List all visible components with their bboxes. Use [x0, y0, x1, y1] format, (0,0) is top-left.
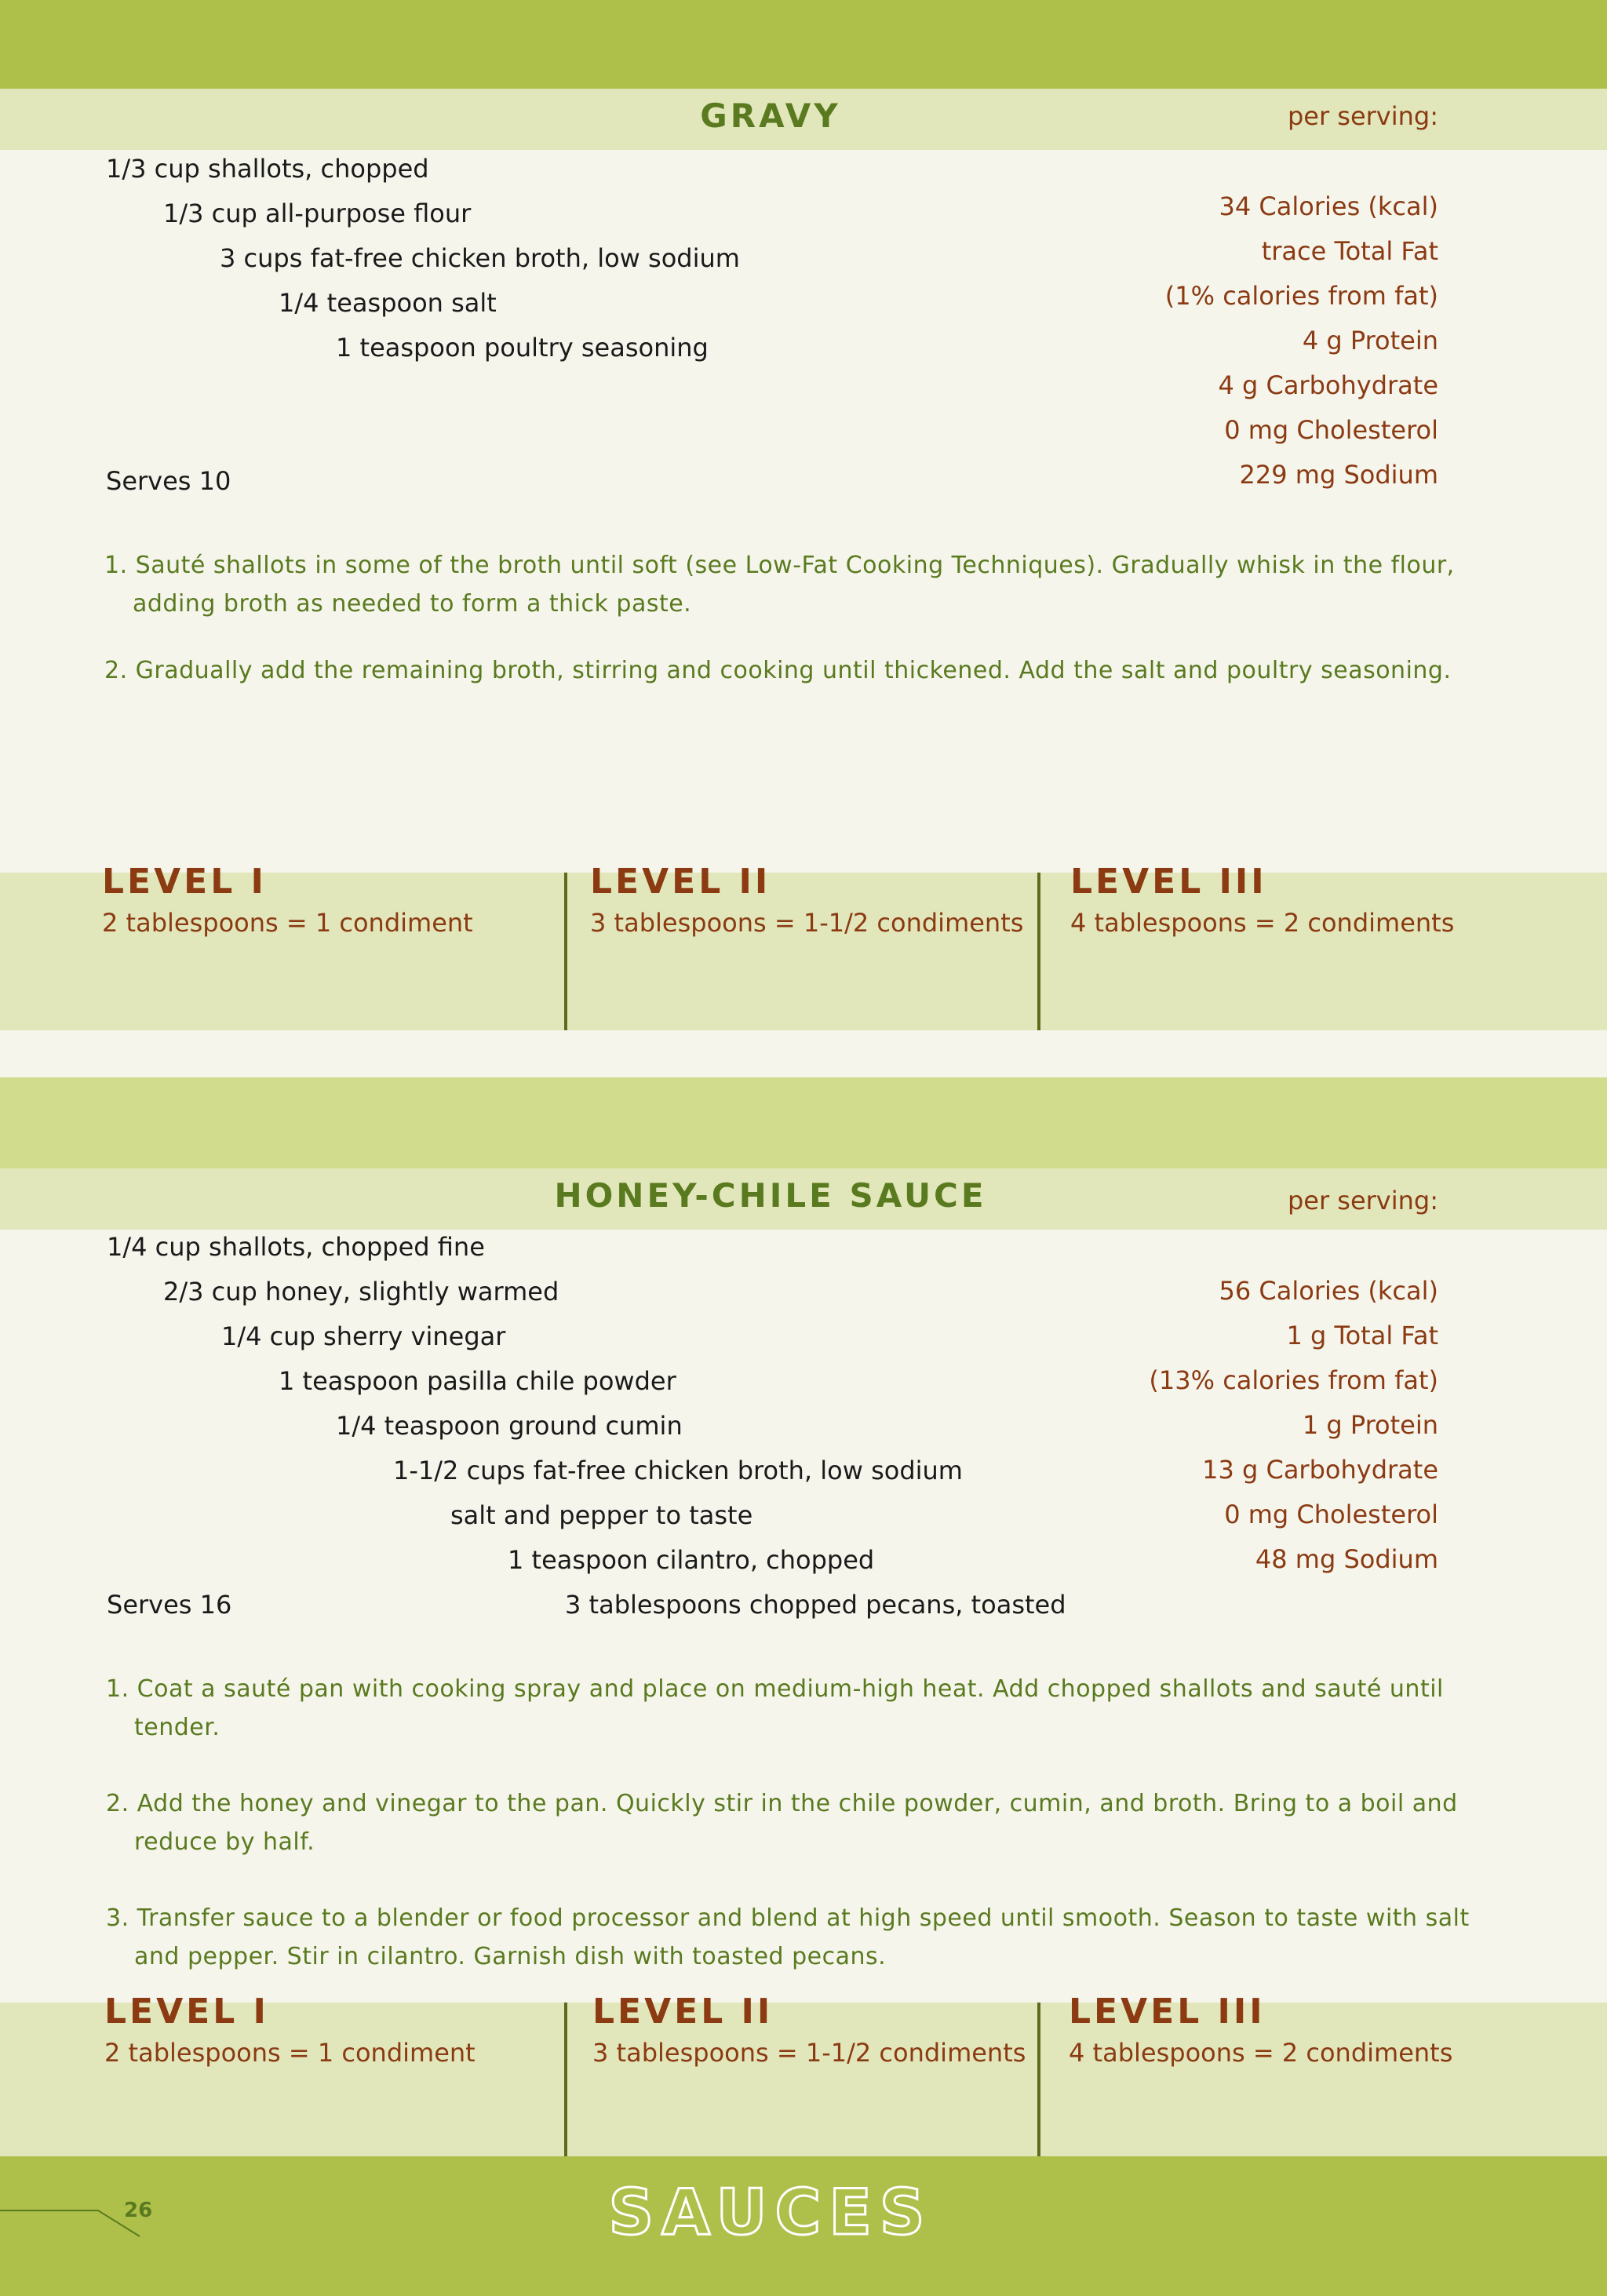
recipe-title: HONEY-CHILE SAUCE	[554, 1176, 987, 1215]
serves-text: Serves 16	[107, 1590, 232, 1620]
ingredient-line: 3 cups fat-free chicken broth, low sodium	[220, 243, 740, 273]
ingredient-line: 1 teaspoon cilantro, chopped	[508, 1545, 875, 1575]
level-heading: LEVEL II	[592, 1992, 774, 2032]
level-portion: 4 tablespoons = 2 condiments	[1069, 2038, 1453, 2068]
ingredient-line: 1-1/2 cups fat-free chicken broth, low sodium	[393, 1456, 963, 1485]
section-title: SAUCES	[608, 2176, 933, 2249]
nutrition-line: (1% calories from fat)	[1164, 281, 1438, 311]
instruction-step: 3. Transfer sauce to a blender or food processor and blend at high speed until smooth. Season to taste with salt and pepper. Stir in cilantro. Garnish dish with toasted pecans.	[106, 1904, 1470, 1970]
recipe-title: GRAVY	[700, 97, 841, 135]
serves-text: Serves 10	[106, 466, 231, 496]
section-divider-band	[0, 1077, 1607, 1168]
ingredient-line: 1/4 cup shallots, chopped fine	[107, 1232, 485, 1262]
level-portion: 3 tablespoons = 1-1/2 condiments	[590, 908, 1024, 938]
nutrition-line: 229 mg Sodium	[1239, 460, 1438, 490]
level-portion: 3 tablespoons = 1-1/2 condiments	[592, 2038, 1026, 2068]
level-heading: LEVEL III	[1069, 1992, 1266, 2032]
ingredient-line: 1/3 cup all-purpose flour	[163, 199, 472, 228]
level-divider	[1037, 873, 1040, 1030]
instruction-step: 1. Coat a sauté pan with cooking spray and place on medium-high heat. Add chopped shallots and sauté until tender.	[106, 1675, 1444, 1741]
nutrition-line: 1 g Protein	[1302, 1410, 1438, 1440]
top-bar	[0, 0, 1607, 89]
ingredient-line: 3 tablespoons chopped pecans, toasted	[565, 1590, 1066, 1620]
instruction-step: 2. Gradually add the remaining broth, stirring and cooking until thickened. Add the salt and poultry seasoning.	[104, 657, 1452, 684]
per-serving-label: per serving:	[1287, 101, 1438, 131]
ingredient-line: 1/4 teaspoon salt	[279, 288, 497, 318]
page-number: 26	[124, 2199, 153, 2222]
nutrition-line: trace Total Fat	[1261, 236, 1438, 266]
ingredient-line: 1 teaspoon pasilla chile powder	[279, 1366, 676, 1396]
ingredient-line: salt and pepper to taste	[450, 1500, 753, 1530]
nutrition-line: 4 g Protein	[1302, 326, 1438, 355]
level-heading: LEVEL III	[1070, 862, 1267, 902]
nutrition-line: 48 mg Sodium	[1255, 1544, 1438, 1574]
nutrition-line: (13% calories from fat)	[1149, 1365, 1438, 1395]
level-portion: 2 tablespoons = 1 condiment	[104, 2038, 476, 2068]
per-serving-label: per serving:	[1287, 1186, 1438, 1215]
nutrition-line: 34 Calories (kcal)	[1219, 191, 1438, 221]
level-portion: 4 tablespoons = 2 condiments	[1070, 908, 1455, 938]
level-heading: LEVEL I	[102, 862, 267, 902]
nutrition-line: 1 g Total Fat	[1286, 1321, 1438, 1350]
instruction-step: 1. Sauté shallots in some of the broth until soft (see Low-Fat Cooking Techniques). Gradually whisk in the flour, adding broth as needed to form a thick paste.	[104, 552, 1455, 618]
ingredient-line: 2/3 cup honey, slightly warmed	[163, 1277, 559, 1307]
ingredient-line: 1 teaspoon poultry seasoning	[336, 333, 709, 363]
nutrition-line: 13 g Carbohydrate	[1202, 1455, 1438, 1485]
instruction-step: 2. Add the honey and vinegar to the pan. Quickly stir in the chile powder, cumin, and broth. Bring to a boil and reduce by half.	[106, 1790, 1458, 1856]
nutrition-line: 56 Calories (kcal)	[1219, 1276, 1438, 1306]
level-divider	[564, 873, 567, 1030]
level-portion: 2 tablespoons = 1 condiment	[102, 908, 473, 938]
ingredient-line: 1/3 cup shallots, chopped	[106, 154, 429, 184]
level-heading: LEVEL I	[104, 1992, 269, 2032]
ingredient-line: 1/4 teaspoon ground cumin	[336, 1411, 683, 1441]
nutrition-line: 0 mg Cholesterol	[1224, 1500, 1438, 1529]
level-divider	[564, 2003, 567, 2156]
level-heading: LEVEL II	[590, 862, 771, 902]
ingredient-line: 1/4 cup sherry vinegar	[221, 1321, 506, 1351]
nutrition-line: 4 g Carbohydrate	[1218, 370, 1438, 400]
nutrition-line: 0 mg Cholesterol	[1224, 415, 1438, 445]
level-divider	[1037, 2003, 1040, 2156]
